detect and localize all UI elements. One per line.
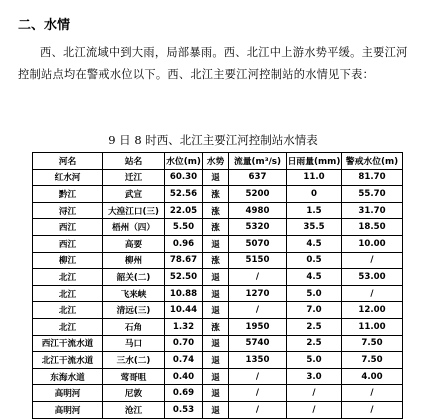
cell-daily-rainfall: 1.5 xyxy=(287,202,342,219)
cell-water-level: 10.88 xyxy=(165,285,203,302)
water-condition-paragraph: 西、北江流域中到大雨，局部暴雨。西、北江中上游水势平缓。主要江河控制站点均在警戒水位以下。西、北江主要江河控制站的水情见下表： xyxy=(18,46,408,81)
table-row xyxy=(33,335,403,352)
table-row xyxy=(33,169,403,186)
cell-flow: / xyxy=(229,269,287,286)
cell-station: 石角 xyxy=(103,318,165,335)
cell-water-level: 10.44 xyxy=(165,302,203,319)
cell-flow: 5200 xyxy=(229,186,287,203)
cell-daily-rainfall: 2.5 xyxy=(287,318,342,335)
cell-warning-level: / xyxy=(342,252,403,269)
cell-water-level: 0.74 xyxy=(165,352,203,369)
cell-trend: 退 xyxy=(203,368,229,385)
cell-water-level: 0.70 xyxy=(165,335,203,352)
cell-station: 尼敦 xyxy=(103,385,165,402)
cell-trend: 退 xyxy=(203,335,229,352)
cell-flow: 5070 xyxy=(229,235,287,252)
cell-trend: 退 xyxy=(203,169,229,186)
cell-daily-rainfall: 4.5 xyxy=(287,235,342,252)
cell-warning-level: / xyxy=(342,401,403,418)
cell-water-level: 52.56 xyxy=(165,186,203,203)
cell-trend: 涨 xyxy=(203,219,229,236)
table-caption: 9 日 8 时西、北江主要江河控制站水情表 xyxy=(108,133,318,147)
cell-station: 大湟江口(三) xyxy=(103,202,165,219)
cell-water-level: 0.53 xyxy=(165,401,203,418)
cell-river: 西江干流水道 xyxy=(33,335,103,352)
cell-daily-rainfall: 7.0 xyxy=(287,302,342,319)
table-row xyxy=(33,252,403,269)
cell-daily-rainfall: / xyxy=(287,385,342,402)
table-row xyxy=(33,219,403,236)
cell-water-level: 78.67 xyxy=(165,252,203,269)
cell-warning-level: 31.70 xyxy=(342,202,403,219)
cell-warning-level: 11.00 xyxy=(342,318,403,335)
table-header-row xyxy=(33,153,403,170)
cell-river: 红水河 xyxy=(33,169,103,186)
cell-river: 北江 xyxy=(33,285,103,302)
cell-water-level: 0.69 xyxy=(165,385,203,402)
cell-trend: 涨 xyxy=(203,252,229,269)
cell-warning-level: 7.50 xyxy=(342,335,403,352)
cell-flow: 5740 xyxy=(229,335,287,352)
cell-trend: 退 xyxy=(203,269,229,286)
cell-daily-rainfall: 3.0 xyxy=(287,368,342,385)
table-row xyxy=(33,385,403,402)
cell-daily-rainfall: 4.5 xyxy=(287,269,342,286)
cell-river: 北江 xyxy=(33,302,103,319)
cell-flow: / xyxy=(229,401,287,418)
header-flow: 流量(m³/s) xyxy=(229,153,287,170)
cell-water-level: 0.96 xyxy=(165,235,203,252)
cell-station: 武宣 xyxy=(103,186,165,203)
water-level-table xyxy=(32,152,403,419)
cell-warning-level: 55.70 xyxy=(342,186,403,203)
table-row xyxy=(33,186,403,203)
section-heading: 二、水情 xyxy=(18,18,71,33)
cell-station: 三水(二) xyxy=(103,352,165,369)
cell-daily-rainfall: 2.5 xyxy=(287,335,342,352)
cell-river: 西江 xyxy=(33,235,103,252)
cell-daily-rainfall: 35.5 xyxy=(287,219,342,236)
table-row xyxy=(33,269,403,286)
cell-warning-level: 7.50 xyxy=(342,352,403,369)
cell-daily-rainfall: 0 xyxy=(287,186,342,203)
header-station: 站名 xyxy=(103,153,165,170)
cell-flow: 1270 xyxy=(229,285,287,302)
cell-station: 清远(三) xyxy=(103,302,165,319)
table-row xyxy=(33,202,403,219)
cell-warning-level: 81.70 xyxy=(342,169,403,186)
cell-river: 柳江 xyxy=(33,252,103,269)
header-daily-rainfall: 日雨量(mm) xyxy=(287,153,342,170)
table-row xyxy=(33,318,403,335)
cell-station: 莺哥咀 xyxy=(103,368,165,385)
cell-flow: 637 xyxy=(229,169,287,186)
cell-trend: 退 xyxy=(203,235,229,252)
cell-station: 高要 xyxy=(103,235,165,252)
cell-station: 梧州（四） xyxy=(103,219,165,236)
cell-station: 韶关(二) xyxy=(103,269,165,286)
cell-flow: 1950 xyxy=(229,318,287,335)
header-water-level: 水位(m) xyxy=(165,153,203,170)
cell-warning-level: 18.50 xyxy=(342,219,403,236)
cell-river: 高明河 xyxy=(33,401,103,418)
cell-station: 飞来峡 xyxy=(103,285,165,302)
table-row xyxy=(33,352,403,369)
cell-water-level: 52.50 xyxy=(165,269,203,286)
cell-station: 迁江 xyxy=(103,169,165,186)
cell-trend: 退 xyxy=(203,352,229,369)
cell-water-level: 5.50 xyxy=(165,219,203,236)
cell-river: 北江 xyxy=(33,318,103,335)
cell-warning-level: 12.00 xyxy=(342,302,403,319)
cell-warning-level: 4.00 xyxy=(342,368,403,385)
cell-warning-level: / xyxy=(342,385,403,402)
cell-flow: 1350 xyxy=(229,352,287,369)
cell-daily-rainfall: 5.0 xyxy=(287,352,342,369)
cell-daily-rainfall: 0.5 xyxy=(287,252,342,269)
table-row xyxy=(33,401,403,418)
cell-water-level: 0.40 xyxy=(165,368,203,385)
cell-warning-level: / xyxy=(342,285,403,302)
cell-warning-level: 53.00 xyxy=(342,269,403,286)
cell-daily-rainfall: 5.0 xyxy=(287,285,342,302)
cell-flow: / xyxy=(229,368,287,385)
cell-trend: 退 xyxy=(203,285,229,302)
cell-river: 北江 xyxy=(33,269,103,286)
header-river: 河名 xyxy=(33,153,103,170)
table-row xyxy=(33,302,403,319)
cell-flow: 5320 xyxy=(229,219,287,236)
cell-flow: 4980 xyxy=(229,202,287,219)
cell-water-level: 60.30 xyxy=(165,169,203,186)
header-warning-level: 警戒水位(m) xyxy=(342,153,403,170)
cell-river: 黔江 xyxy=(33,186,103,203)
cell-trend: 涨 xyxy=(203,186,229,203)
cell-trend: 涨 xyxy=(203,318,229,335)
cell-river: 高明河 xyxy=(33,385,103,402)
cell-flow: / xyxy=(229,302,287,319)
cell-station: 马口 xyxy=(103,335,165,352)
cell-flow: 5150 xyxy=(229,252,287,269)
table-row xyxy=(33,235,403,252)
header-trend: 水势 xyxy=(203,153,229,170)
cell-station: 沧江 xyxy=(103,401,165,418)
table-row xyxy=(33,368,403,385)
cell-warning-level: 10.00 xyxy=(342,235,403,252)
cell-flow: / xyxy=(229,385,287,402)
cell-river: 东海水道 xyxy=(33,368,103,385)
table-row xyxy=(33,285,403,302)
cell-trend: 退 xyxy=(203,401,229,418)
cell-river: 西江 xyxy=(33,219,103,236)
cell-daily-rainfall: / xyxy=(287,401,342,418)
cell-river: 北江干流水道 xyxy=(33,352,103,369)
cell-trend: 退 xyxy=(203,302,229,319)
cell-station: 柳州 xyxy=(103,252,165,269)
cell-daily-rainfall: 11.0 xyxy=(287,169,342,186)
cell-trend: 退 xyxy=(203,385,229,402)
cell-water-level: 1.32 xyxy=(165,318,203,335)
cell-river: 浔江 xyxy=(33,202,103,219)
cell-trend: 涨 xyxy=(203,202,229,219)
cell-water-level: 22.05 xyxy=(165,202,203,219)
